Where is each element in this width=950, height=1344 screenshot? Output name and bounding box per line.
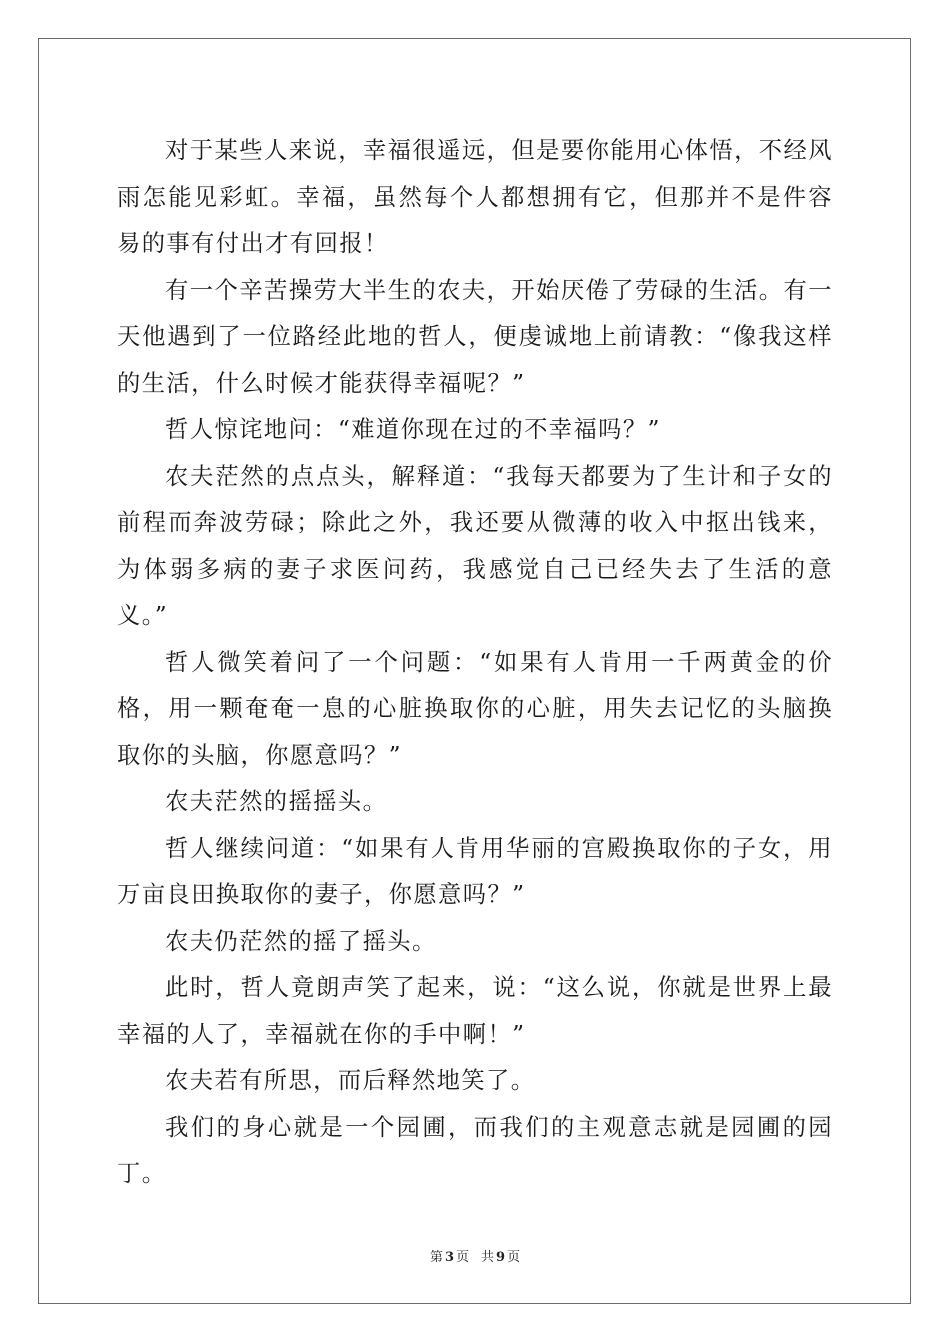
paragraph: 对于某些人来说，幸福很遥远，但是要你能用心体悟，不经风雨怎能见彩虹。幸福，虽然每个人都想拥有它，但那并不是件容易的事有付出才有回报！ [117, 137, 833, 257]
document-body [117, 128, 833, 1198]
paragraph: 有一个辛苦操劳大半生的农夫，开始厌倦了劳碌的生活。有一天他遇到了一位路经此地的哲人，便虔诚地上前请教：“像我这样的生活，什么时候才能获得幸福呢？” [117, 276, 833, 397]
paragraph: 哲人微笑着问了一个问题：“如果有人肯用一千两黄金的价格，用一颗奄奄一息的心脏换取你的心脏，用失去记忆的头脑换取你的头脑，你愿意吗？” [117, 648, 833, 769]
page-suffix: 页 [455, 1250, 469, 1265]
paragraph: 哲人继续问道：“如果有人肯用华丽的宫殿换取你的子女，用万亩良田换取你的妻子，你愿意吗？” [117, 834, 833, 908]
paragraph: 哲人惊诧地问：“难道你现在过的不幸福吗？” [165, 416, 661, 443]
total-suffix: 页 [507, 1250, 521, 1265]
paragraph: 此时，哲人竟朗声笑了起来，说：“这么说，你就是世界上最幸福的人了，幸福就在你的手中啊！” [117, 974, 833, 1048]
paragraph: 农夫若有所思，而后释然地笑了。 [165, 1067, 536, 1094]
total-prefix: 共 [481, 1250, 495, 1265]
paragraph: 农夫茫然的摇摇头。 [165, 788, 388, 815]
paragraph: 我们的身心就是一个园圃，而我们的主观意志就是园圃的园丁。 [117, 1113, 833, 1187]
page-prefix: 第 [429, 1250, 443, 1265]
page-number: 3 [444, 1250, 454, 1265]
paragraph: 农夫茫然的点点头，解释道：“我每天都要为了生计和子女的前程而奔波劳碌；除此之外，我还要从微薄的收入中抠出钱来，为体弱多病的妻子求医问药，我感觉自己已经失去了生活的意义。” [117, 462, 833, 629]
page-footer [0, 1246, 950, 1265]
paragraph: 农夫仍茫然的摇了摇头。 [165, 927, 437, 955]
total-pages: 9 [496, 1250, 506, 1265]
